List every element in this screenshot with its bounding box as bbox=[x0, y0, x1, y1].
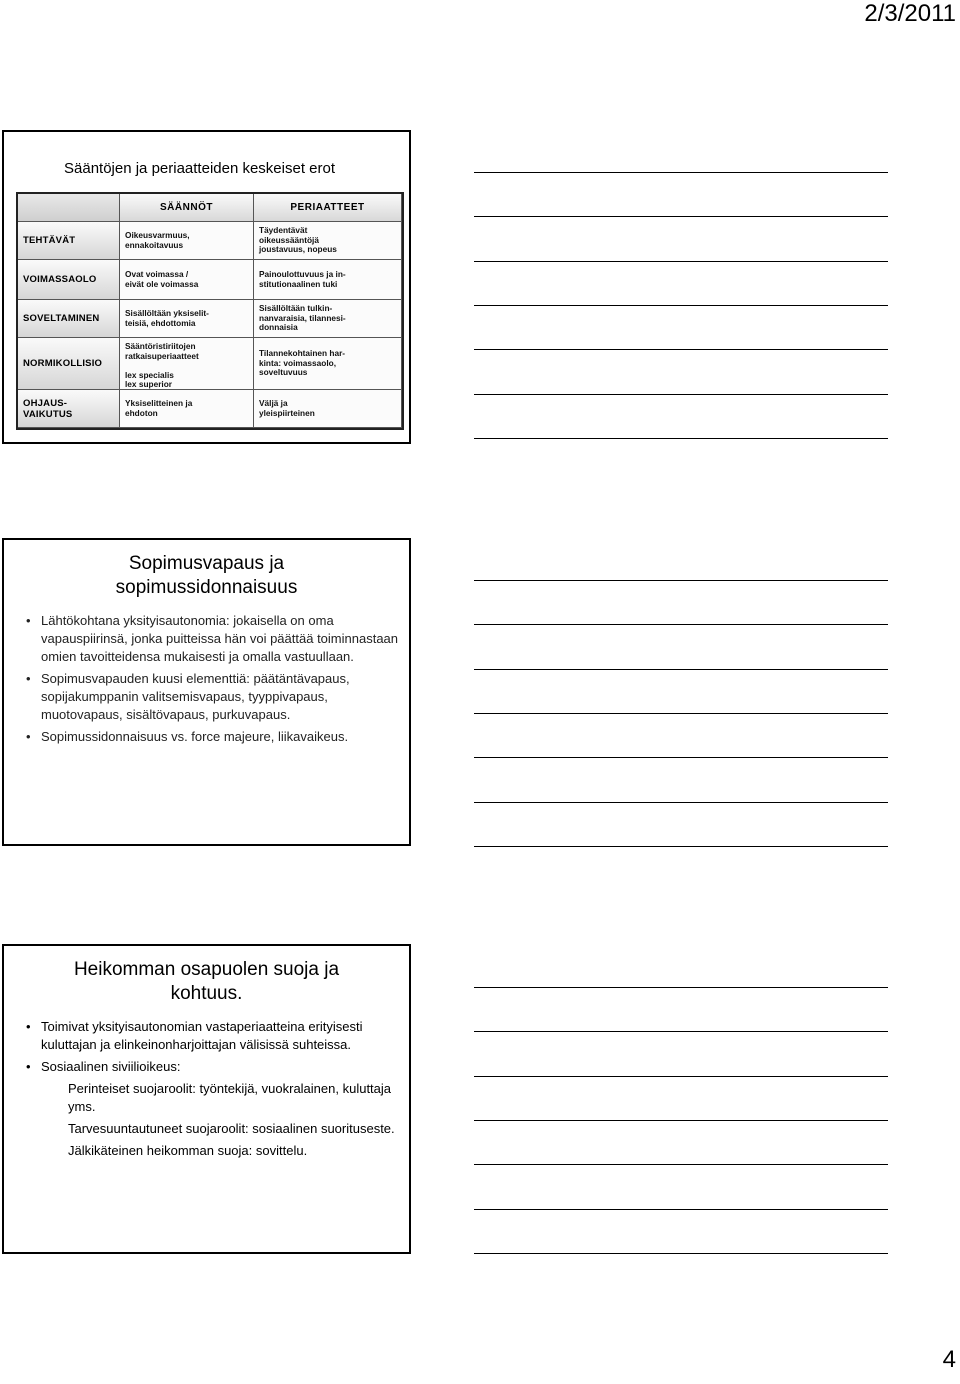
note-line bbox=[474, 1031, 888, 1032]
note-line bbox=[474, 624, 888, 625]
note-line bbox=[474, 216, 888, 217]
slide-1-title: Sääntöjen ja periaatteiden keskeiset erot bbox=[64, 160, 336, 177]
slide-3-bullets bbox=[26, 1018, 399, 1164]
comparison-table bbox=[16, 192, 404, 430]
note-line bbox=[474, 713, 888, 714]
table-cell: Sisällöltään yksiselit- teisiä, ehdottomia bbox=[120, 300, 254, 338]
slide-2 bbox=[2, 538, 411, 846]
note-line bbox=[474, 1076, 888, 1077]
table-cell: Väljä ja yleispiirteinen bbox=[254, 390, 402, 428]
column-header-principles: PERIAATTEET bbox=[254, 194, 402, 222]
sub-bullet-item: Jälkikäteinen heikomman suoja: sovittelu. bbox=[68, 1143, 308, 1158]
note-line bbox=[474, 987, 888, 988]
bullet-item: • Lähtökohtana yksityisautonomia: jokaisella on oma vapauspiirinsä, jonka puitteissa hän voi päättää toiminnastaan omien tavoitteidensa mukaisesti ja omalla vastuullaan. bbox=[26, 612, 399, 666]
slide-2-title: Sopimusvapaus ja sopimussidonnaisuus bbox=[115, 553, 298, 598]
table-cell: Painoulottuvuus ja in- stitutionaalinen tuki bbox=[254, 260, 402, 300]
table-cell: Ovat voimassa / eivät ole voimassa bbox=[120, 260, 254, 300]
note-line bbox=[474, 172, 888, 173]
slide-2-bullets bbox=[26, 612, 399, 750]
sub-bullet-item: Perinteiset suojaroolit: työntekijä, vuokralainen, kuluttaja yms. bbox=[68, 1081, 392, 1114]
bullet-item: • Sosiaalinen siviilioikeus: bbox=[26, 1058, 399, 1076]
note-line bbox=[474, 305, 888, 306]
row-header-norm-collision: NORMIKOLLISIO bbox=[18, 338, 120, 390]
note-line bbox=[474, 1209, 888, 1210]
note-line bbox=[474, 1253, 888, 1254]
slide-3-title: Heikomman osapuolen suoja ja kohtuus. bbox=[73, 959, 340, 1004]
table-cell: Täydentävät oikeussääntöjä joustavuus, nopeus bbox=[254, 222, 402, 260]
table-cell: Yksiselitteinen ja ehdoton bbox=[120, 390, 254, 428]
slide-3 bbox=[2, 944, 411, 1254]
row-header-tasks: TEHTÄVÄT bbox=[18, 222, 120, 260]
note-line bbox=[474, 846, 888, 847]
bullet-item: • Toimivat yksityisautonomian vastaperiaatteina erityisesti kuluttajan ja elinkeinonharjoittajan välisissä suhteissa. bbox=[26, 1018, 399, 1054]
date-header: 2/3/2011 bbox=[864, 0, 956, 27]
table-corner bbox=[18, 194, 120, 222]
note-line bbox=[474, 394, 888, 395]
sub-bullet-item: Tarvesuuntautuneet suojaroolit: sosiaalinen suorituseste. bbox=[68, 1121, 395, 1136]
table-cell: Tilannekohtainen har- kinta: voimassaolo, soveltuvuus bbox=[254, 338, 402, 390]
note-line bbox=[474, 669, 888, 670]
note-line bbox=[474, 757, 888, 758]
note-line bbox=[474, 438, 888, 439]
table-cell: Oikeusvarmuus, ennakoitavuus bbox=[120, 222, 254, 260]
note-line bbox=[474, 1120, 888, 1121]
note-line bbox=[474, 802, 888, 803]
note-line bbox=[474, 261, 888, 262]
note-line bbox=[474, 1164, 888, 1165]
page-number: 4 bbox=[942, 1346, 956, 1373]
bullet-item: • Sopimusvapauden kuusi elementtiä: päätäntävapaus, sopijakumppanin valitsemisvapaus, tyyppivapaus, muotovapaus, sisältövapaus, purkuvapaus. bbox=[26, 670, 399, 724]
slide-1 bbox=[2, 130, 411, 444]
row-header-validity: VOIMASSAOLO bbox=[18, 260, 120, 300]
row-header-steering-effect: OHJAUS- VAIKUTUS bbox=[18, 390, 120, 428]
row-header-application: SOVELTAMINEN bbox=[18, 300, 120, 338]
note-line bbox=[474, 349, 888, 350]
table-cell: Sääntöristiriitojen ratkaisuperiaatteet lex specialis lex superior bbox=[120, 338, 254, 390]
bullet-item: • Sopimussidonnaisuus vs. force majeure, liikavaikeus. bbox=[26, 728, 399, 746]
table-cell: Sisällöltään tulkin- nanvaraisia, tilannesi- donnaisia bbox=[254, 300, 402, 338]
note-line bbox=[474, 580, 888, 581]
column-header-rules: SÄÄNNÖT bbox=[120, 194, 254, 222]
